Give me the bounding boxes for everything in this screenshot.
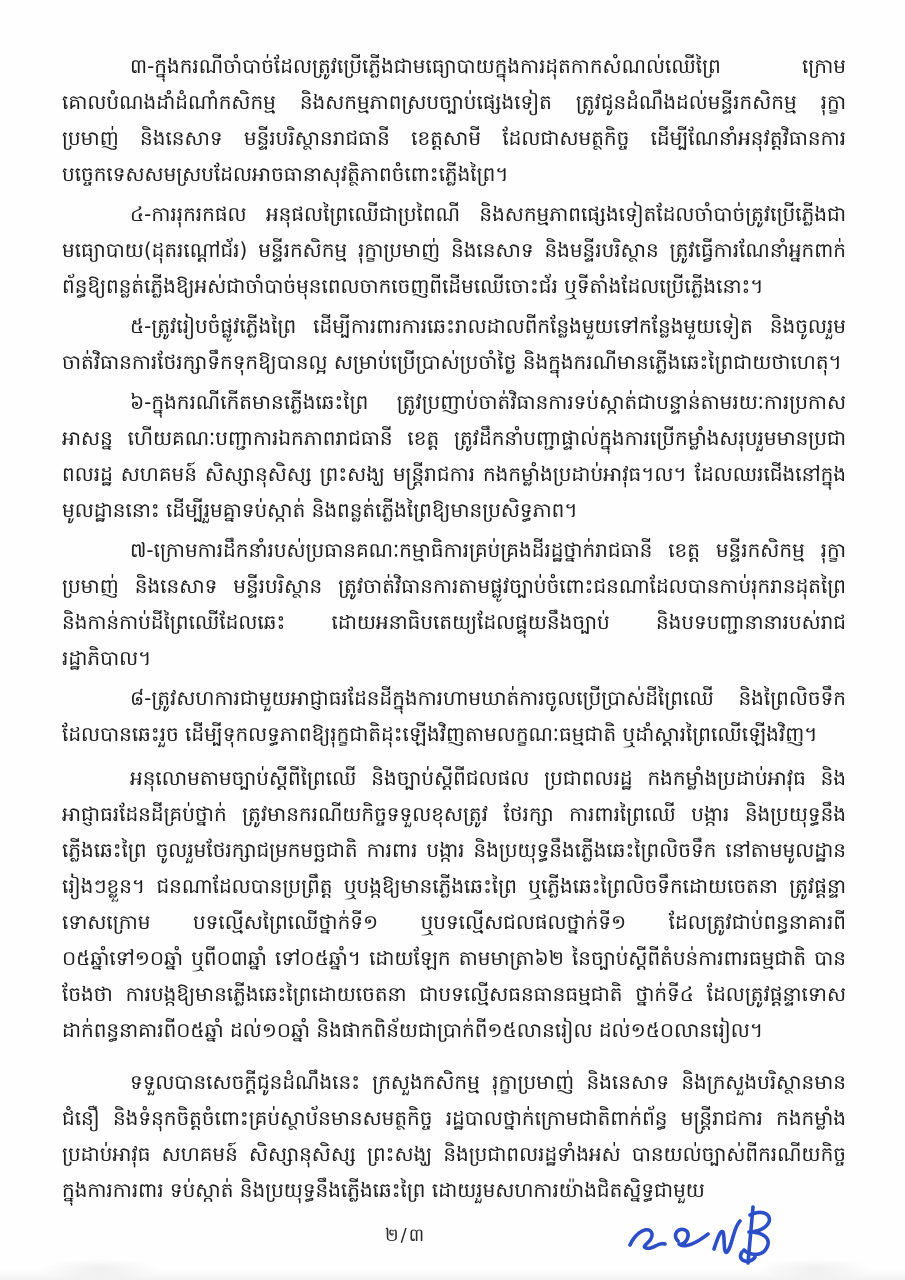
paragraph-point-7: ៧-ក្រោមការដឹកនាំរបស់ប្រធានគណៈកម្មាធិការគ្រប់គ្រងដីរដ្ឋថ្នាក់រាជធានី ខេត្ត មន្ទីរកសិកម្ម រុក្ខាប្រមាញ់ និងនេសាទ មន្ទីរបរិស្ថាន ត្រូវចាត់វិធានការតាមផ្លូវច្បាប់ចំពោះជនណាដែលបានកាប់រុករានដុតព្រៃ និងកាន់កាប់ដីព្រៃឈើដែលឆេះ ដោយអនាធិបតេយ្យដែលផ្ទុយនឹងច្បាប់ និងបទបញ្ជានានារបស់រាជរដ្ឋាភិបាល។ xyxy=(62,538,846,670)
page-number: ២/៣ xyxy=(385,1225,427,1246)
paragraph-point-6: ៦-ក្នុងករណីកើតមានភ្លើងឆេះព្រៃ ត្រូវប្រញាប់ចាត់វិធានការទប់ស្កាត់ជាបន្ទាន់តាមរយៈការប្រកាសអាសន្ន ហើយគណៈបញ្ជាការឯកភាពរាជធានី ខេត្ត ត្រូវដឹកនាំបញ្ជាផ្ទាល់ក្នុងការប្រើកម្លាំងសរុបរួមមានប្រជាពលរដ្ឋ សហគមន៍ សិស្សានុសិស្ស ព្រះសង្ឃ មន្ត្រីរាជការ កងកម្លាំងប្រដាប់អាវុធ។ល។ ដែលឈរជើងនៅក្នុងមូលដ្ឋាននោះ ដើម្បីរួមគ្នាទប់ស្កាត់ និងពន្លត់ភ្លើងព្រៃឱ្យមានប្រសិទ្ធភាព។ xyxy=(62,390,846,522)
document-body xyxy=(62,48,846,1212)
paragraph-law-compliance: អនុលោមតាមច្បាប់ស្ដីពីព្រៃឈើ និងច្បាប់ស្ដីពីជលផល ប្រជាពលរដ្ឋ កងកម្លាំងប្រដាប់អាវុធ និងអាជ្ញាធរដែនដីគ្រប់ថ្នាក់ ត្រូវមានករណីយកិច្ចទទួលខុសត្រូវ ថែរក្សា ការពារព្រៃឈើ បង្ការ និងប្រយុទ្ធនឹងភ្លើងឆេះព្រៃ ចូលរួមថែរក្សាជម្រកមច្ឆជាតិ ការពារ បង្ការ និងប្រយុទ្ធនឹងភ្លើងឆេះព្រៃលិចទឹក នៅតាមមូលដ្ឋានរៀងៗខ្លួន។ ជនណាដែលបានប្រព្រឹត្ត ឬបង្កឱ្យមានភ្លើងឆេះព្រៃ ឬភ្លើងឆេះព្រៃលិចទឹកដោយចេតនា ត្រូវផ្ដន្ទាទោសក្រោម បទល្មើសព្រៃឈើថ្នាក់ទី១ ឬបទល្មើសជលផលថ្នាក់ទី១ ដែលត្រូវជាប់ពន្ធនាគារពី ០៥ឆ្នាំទៅ១០ឆ្នាំ ឬពី០៣ឆ្នាំ ទៅ០៥ឆ្នាំ។ ដោយឡែក តាមមាត្រា៦២ នៃច្បាប់ស្ដីពីតំបន់ការពារធម្មជាតិ បានចែងថា ការបង្កឱ្យមានភ្លើងឆេះព្រៃដោយចេតនា ជាបទល្មើសធនធានធម្មជាតិ ថ្នាក់ទី៤ ដែលត្រូវផ្ដន្ទាទោសដាក់ពន្ធនាគារពី០៥ឆ្នាំ ដល់១០ឆ្នាំ និងផាកពិន័យជាប្រាក់ពី១៥លានរៀល ដល់១៥០លានរៀល។ xyxy=(62,766,846,1042)
paragraph-point-5: ៥-ត្រូវរៀបចំផ្លូវភ្លើងព្រៃ ដើម្បីការពារការឆេះរាលដាលពីកន្លែងមួយទៅកន្លែងមួយទៀត និងចូលរួមចាត់វិធានការថែរក្សាទឹកទុកឱ្យបានល្អ សម្រាប់ប្រើប្រាស់ប្រចាំថ្ងៃ និងក្នុងករណីមានភ្លើងឆេះព្រៃជាយថាហេតុ។ xyxy=(62,314,846,374)
paragraph-point-4: ៤-ការរុករកផល អនុផលព្រៃឈើជាប្រពៃណី និងសកម្មភាពផ្សេងទៀតដែលចាំបាច់ត្រូវប្រើភ្លើងជាមធ្យោបាយ(ដុតរណ្ដៅជ័រ) មន្ទីរកសិកម្ម រុក្ខាប្រមាញ់ និងនេសាទ និងមន្ទីរបរិស្ថាន ត្រូវធ្វើការណែនាំអ្នកពាក់ព័ន្ធឱ្យពន្លត់ភ្លើងឱ្យអស់ជាចាំបាច់មុនពេលចាកចេញពីដើមឈើចោះជ័រ ឬទីតាំងដែលប្រើភ្លើងនោះ។ xyxy=(62,202,846,298)
paragraph-closing: ទទួលបានសេចក្ដីជូនដំណឹងនេះ ក្រសួងកសិកម្ម រុក្ខាប្រមាញ់ និងនេសាទ និងក្រសួងបរិស្ថានមានជំនឿ និងទំនុកចិត្តចំពោះគ្រប់ស្ថាប័នមានសមត្ថកិច្ច រដ្ឋបាលថ្នាក់ក្រោមជាតិពាក់ព័ន្ធ មន្ត្រីរាជការ កងកម្លាំង ប្រដាប់អាវុធ សហគមន៍ សិស្សានុសិស្ស ព្រះសង្ឃ និងប្រជាពលរដ្ឋទាំងអស់ បានយល់ច្បាស់ពីករណីយកិច្ច ក្នុងការការពារ ទប់ស្កាត់ និងប្រយុទ្ធនឹងភ្លើងឆេះព្រៃ ដោយរួមសហការយ៉ាងជិតស្និទ្ធជាមួយ xyxy=(62,1070,846,1202)
paragraph-point-3: ៣-ក្នុងករណីចាំបាច់ដែលត្រូវប្រើភ្លើងជាមធ្យោបាយក្នុងការដុតកាកសំណល់ឈើព្រៃ ក្រោមគោលបំណងដាំដំណាំកសិកម្ម និងសកម្មភាពស្របច្បាប់ផ្សេងទៀត ត្រូវជូនដំណឹងដល់មន្ទីរកសិកម្ម រុក្ខាប្រមាញ់ និងនេសាទ មន្ទីរបរិស្ថានរាជធានី ខេត្តសាមី ដែលជាសមត្ថកិច្ច ដើម្បីណែនាំអនុវត្តវិធានការបច្ចេកទេសសមស្របដែលអាចធានាសុវត្ថិភាពចំពោះភ្លើងព្រៃ។ xyxy=(62,54,846,186)
paragraph-point-8: ៨-ត្រូវសហការជាមួយអាជ្ញាធរដែនដីក្នុងការហាមឃាត់ការចូលប្រើប្រាស់ដីព្រៃឈើ និងព្រៃលិចទឹកដែលបានឆេះរួច ដើម្បីទុកលទ្ធភាពឱ្យរុក្ខជាតិដុះឡើងវិញតាមលក្ខណៈធម្មជាតិ ឬដាំស្ដារព្រៃឈើឡើងវិញ។ xyxy=(62,686,846,746)
signature-icon xyxy=(622,1201,792,1273)
page-footer xyxy=(0,1195,905,1280)
